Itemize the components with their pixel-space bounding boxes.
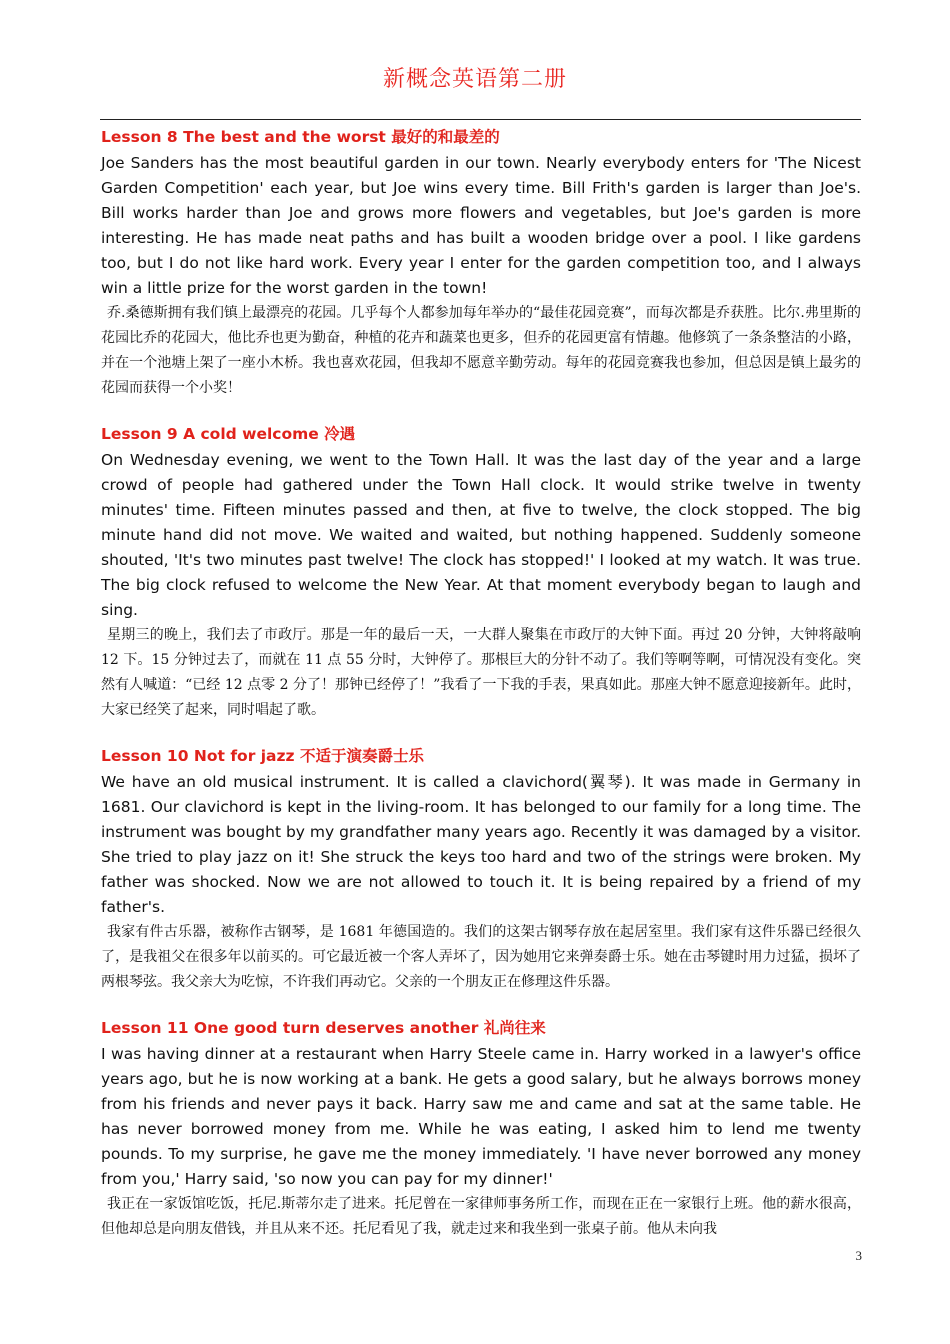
lesson-11 bbox=[101, 1017, 861, 1242]
lesson-10 bbox=[101, 745, 861, 995]
document-title: 新概念英语第二册 bbox=[382, 67, 567, 92]
lesson-list bbox=[101, 126, 861, 1264]
lesson-chinese-text: 我正在一家饭馆吃饭，托尼.斯蒂尔走了进来。托尼曾在一家律师事务所工作，而现在正在一家银行上班。他的薪水很高，但他却总是向朋友借钱，并且从来不还。托尼看见了我，就走过来和我坐到一张桌子前。他从未向我 bbox=[101, 1196, 861, 1237]
lesson-english-text: Joe Sanders has the most beautiful garden in our town. Nearly everybody enters for 'The Nicest Garden Competition' each year, but Joe wins every time. Bill Frith's garden is larger than Joe's. Bill works harder than Joe and grows more flowers and vegetables, but Joe's garden is more interesting. He has made neat paths and has built a wooden bridge over a pool. I like gardens too, but I do not like hard work. Every year I enter for the garden competition too, and I always win a little prize for the worst garden in the town! bbox=[101, 154, 861, 297]
lesson-title: Lesson 9 A cold welcome 冷遇 bbox=[101, 425, 356, 443]
lesson-chinese-text: 我家有件古乐器，被称作古钢琴，是 1681 年德国造的。我们的这架古钢琴存放在起居室里。我们家有这件乐器已经很久了，是我祖父在很多年以前买的。可它最近被一个客人弄坏了，因为她用它来弹奏爵士乐。她在击琴键时用力过猛，损坏了两根琴弦。我父亲大为吃惊，不许我们再动它。父亲的一个朋友正在修理这件乐器。 bbox=[101, 924, 861, 990]
lesson-english-text: I was having dinner at a restaurant when Harry Steele came in. Harry worked in a lawyer's office years ago, but he is now working at a bank. He gets a good salary, but he always borrows money from his friends and never pays it back. Harry saw me and came and sat at the same table. He has never borrowed money from me. While he was eating, I asked him to lend me twenty pounds. To my surprise, he gave me the money immediately. 'I have never borrowed any money from you,' Harry said, 'so now you can pay for my dinner!' bbox=[101, 1045, 861, 1188]
lesson-8 bbox=[101, 126, 861, 401]
lesson-english-text: We have an old musical instrument. It is called a clavichord(翼琴). It was made in Germany in 1681. Our clavichord is kept in the living-room. It has belonged to our family for a long time. The instrument was bought by my grandfather many years ago. Recently it was damaged by a visitor. She tried to play jazz on it! She struck the keys too hard and two of the strings were broken. My father was shocked. Now we are not allowed to touch it. It is being repaired by a friend of my father's. bbox=[101, 773, 861, 916]
header-divider bbox=[100, 119, 861, 120]
lesson-title: Lesson 11 One good turn deserves another 礼尚往来 bbox=[101, 1019, 546, 1037]
lesson-9 bbox=[101, 423, 861, 723]
lesson-title: Lesson 10 Not for jazz 不适于演奏爵士乐 bbox=[101, 747, 424, 765]
lesson-title: Lesson 8 The best and the worst 最好的和最差的 bbox=[101, 128, 500, 146]
lesson-english-text: On Wednesday evening, we went to the Town Hall. It was the last day of the year and a large crowd of people had gathered under the Town Hall clock. It would strike twelve in twenty minutes' time. Fifteen minutes passed and then, at five to twelve, the clock stopped. The big minute hand did not move. We waited and waited, but nothing happened. Suddenly someone shouted, 'It's two minutes past twelve! The clock has stopped!' I looked at my watch. It was true. The big clock refused to welcome the New Year. At that moment everybody began to laugh and sing. bbox=[101, 451, 861, 619]
page-number: 3 bbox=[855, 1248, 862, 1263]
lesson-chinese-text: 星期三的晚上，我们去了市政厅。那是一年的最后一天，一大群人聚集在市政厅的大钟下面。再过 20 分钟，大钟将敲响 12 下。15 分钟过去了，而就在 11 点 55 分时，大钟停了。那根巨大的分针不动了。我们等啊等啊，可情况没有变化。突然有人喊道：“已经 12 点零 2 分了！那钟已经停了！”我看了一下我的手表，果真如此。那座大钟不愿意迎接新年。此时，大家已经笑了起来，同时唱起了歌。 bbox=[101, 627, 861, 718]
lesson-chinese-text: 乔.桑德斯拥有我们镇上最漂亮的花园。几乎每个人都参加每年举办的“最佳花园竞赛”，而每次都是乔获胜。比尔.弗里斯的花园比乔的花园大，他比乔也更为勤奋，种植的花卉和蔬菜也更多，但乔的花园更富有情趣。他修筑了一条条整洁的小路，并在一个池塘上架了一座小木桥。我也喜欢花园，但我却不愿意辛勤劳动。每年的花园竞赛我也参加，但总因是镇上最劣的花园而获得一个小奖！ bbox=[101, 305, 861, 396]
